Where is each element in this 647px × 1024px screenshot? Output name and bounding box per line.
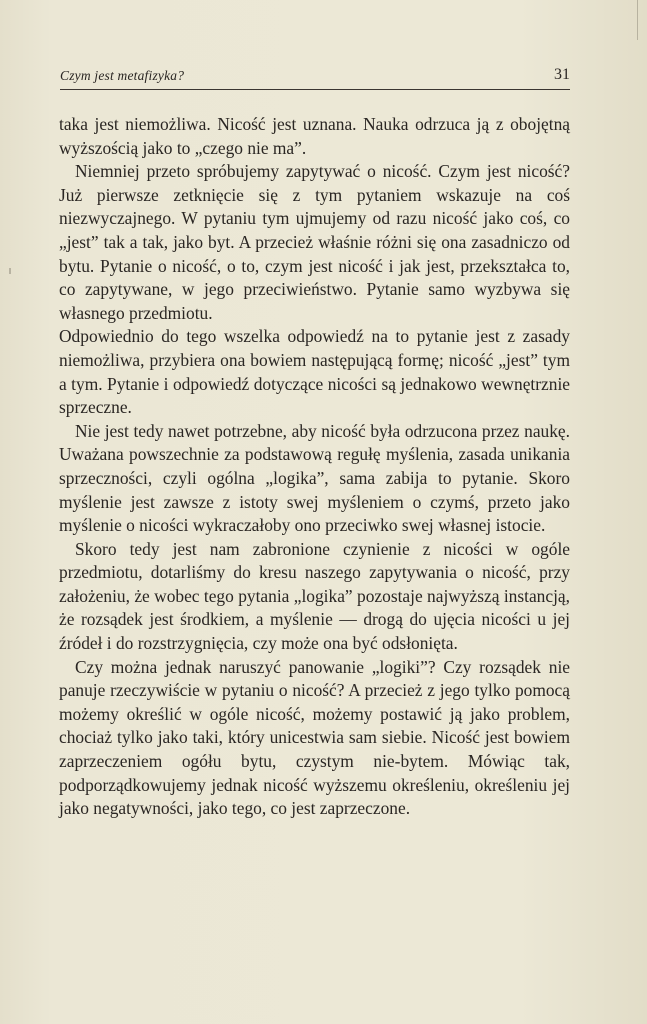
main-text: [59, 113, 570, 821]
scan-speck: [637, 0, 638, 40]
scan-speck: [9, 268, 11, 274]
running-title: Czym jest metafizyka?: [60, 68, 185, 83]
header-divider: [60, 89, 570, 90]
paragraph: Niemniej przeto spróbujemy zapytywać o nicość. Czym jest nicość? Już pierwsze zetknięcie się z tym pytaniem wskazuje na coś niezwyczajnego. W pytaniu tym ujmujemy od razu nicość jako coś, co „jest” tak a tak, jako byt. A przecież właśnie różni się ona zasadniczo od bytu. Pytanie o nicość, o to, czym jest nicość i jak jest, przekształca to, co zapytywane, w jego przeciwieństwo. Pytanie samo wyzbywa się własnego przedmiotu.: [59, 161, 570, 323]
page-number: 31: [554, 66, 570, 83]
paragraph: Skoro tedy jest nam zabronione czynienie z nicości w ogóle przedmiotu, dotarliśmy do kresu naszego zapytywania o nicość, przy założeniu, że wobec tego pytania „logika” pozostaje najwyższą instancją, że rozsądek jest środkiem, a myślenie — drogą do ujęcia nicości u jej źródeł i do rozstrzygnięcia, czy może ona być odsłonięta.: [59, 538, 570, 654]
paragraph: Odpowiednio do tego wszelka odpowiedź na to pytanie jest z zasady niemożliwa, przybiera ona bowiem następującą formę; nicość „jest” tym a tym. Pytanie i odpowiedź dotyczące nicości są jednakowo wewnętrznie sprzeczne.: [59, 326, 570, 418]
paragraph: Czy można jednak naruszyć panowanie „logiki”? Czy rozsądek nie panuje rzeczywiście w pytaniu o nicość? A przecież z jego tylko pomocą możemy określić w ogóle nicość, możemy postawić ją jako problem, chociaż tylko jako taki, który unicestwia sam siebie. Nicość jest bowiem zaprzeczeniem ogółu bytu, czystym nie-bytem. Mówiąc tak, podporządkowujemy jednak nicość wyższemu określeniu, określeniu jej jako negatywności, jako tego, co jest zaprzeczone.: [59, 656, 570, 819]
paragraph: Nie jest tedy nawet potrzebne, aby nicość była odrzucona przez naukę. Uważana powszechnie za podstawową regułę myślenia, zasada unikania sprzeczności, czyli ogólna „logika”, sama zabija to pytanie. Skoro myślenie jest zawsze z istoty swej myśleniem o czymś, przeto jako myślenie o nicości wykraczałoby ono przeciwko swej własnej istocie.: [59, 420, 570, 536]
paragraph: taka jest niemożliwa. Nicość jest uznana. Nauka odrzuca ją z obojętną wyższością jako to „czego nie ma”.: [59, 114, 570, 158]
running-header: [60, 66, 570, 88]
